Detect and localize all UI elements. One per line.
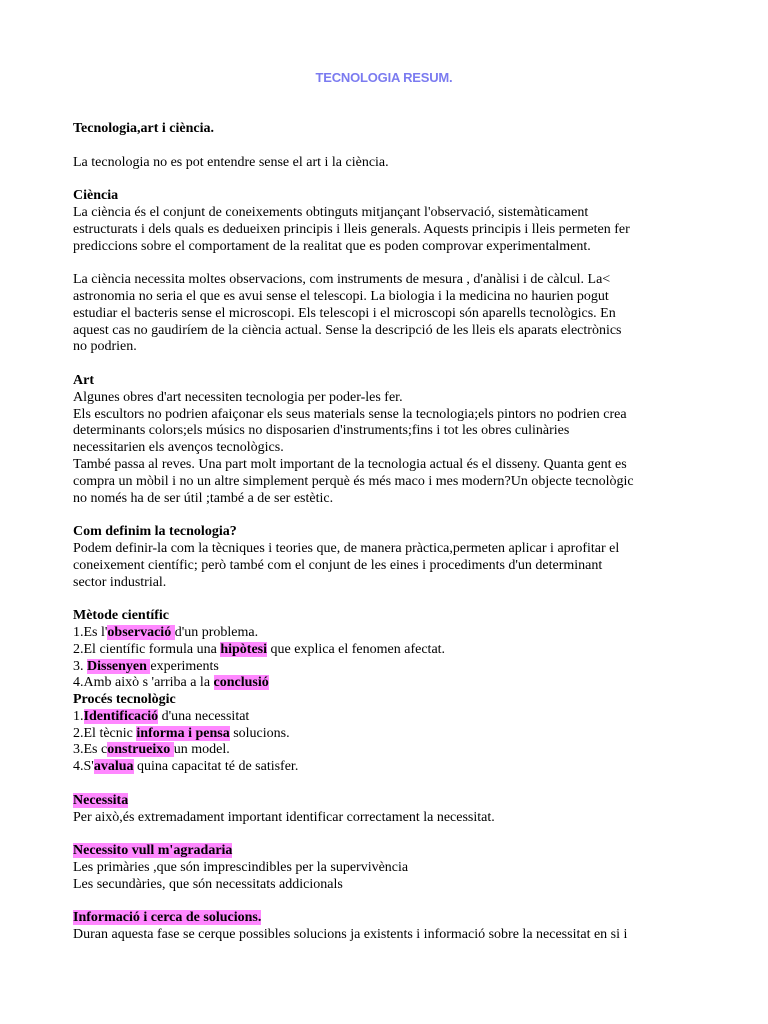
heading-ciencia: Ciència	[73, 188, 119, 204]
definim-line: coneixement científic; però també com el conjunt de les eines i procediments d'un determinant	[73, 557, 603, 573]
metode-highlight: conclusió	[213, 675, 269, 691]
heading-necessita-row	[73, 793, 713, 810]
metode-item	[73, 675, 713, 692]
metode-item-text: 4.Amb això s 'arriba a la	[73, 675, 214, 691]
metode-item	[73, 659, 713, 676]
ciencia-line: astronomia no seria el que es avui sense el telescopi. La biologia i la medicina no haurien pogut	[73, 288, 609, 304]
ciencia-line: estudiar el bacteris sense el microscopi. Els telescopi i el microscopi són aparells tecnològics. En	[73, 305, 616, 321]
art-line: Algunes obres d'art necessiten tecnologia per poder-les fer.	[73, 389, 403, 405]
definim-line: sector industrial.	[73, 574, 167, 590]
proces-item	[73, 709, 713, 726]
necessita-line: Per això,és extremadament important identificar correctament la necessitat.	[73, 809, 495, 825]
metode-item-text: experiments	[150, 658, 219, 674]
metode-highlight: observació	[107, 624, 175, 640]
document-body	[73, 121, 713, 944]
metode-item	[73, 625, 713, 642]
art-line: Els escultors no podrien afaiçonar els seus materials sense la tecnologia;els pintors no podrien crea	[73, 406, 627, 422]
metode-item-text: d'un problema.	[174, 624, 259, 640]
proces-item-text: 1.	[73, 708, 84, 724]
heading-necessita: Necessita	[73, 792, 129, 808]
heading-informacio: Informació i cerca de solucions.	[73, 910, 262, 926]
metode-item-text: que explica el fenomen afectat.	[267, 641, 446, 657]
ciencia-line: estructurats i dels quals es dedueixen principis i lleis generals. Aquests principis i lleis permeten fer	[73, 221, 630, 237]
heading-vull: Necessito vull m'agradaria	[73, 843, 233, 859]
heading-metode: Mètode científic	[73, 608, 170, 624]
art-line: necessitarien els avenços tecnològics.	[73, 440, 284, 456]
proces-highlight: Identificació	[83, 708, 159, 724]
vull-line: Les primàries ,que són imprescindibles per la supervivència	[73, 860, 409, 876]
metode-highlight: hipòtesi	[220, 641, 268, 657]
heading-vull-row	[73, 843, 713, 860]
metode-item-text: 1.Es l'	[73, 624, 108, 640]
document-title: TECNOLOGIA RESUM.	[315, 70, 453, 85]
proces-item	[73, 742, 713, 759]
ciencia-line: no podrien.	[73, 339, 137, 355]
proces-highlight: avalua	[93, 759, 134, 775]
metode-item-text: 3.	[73, 658, 87, 674]
definim-line: Podem definir-la com la tècniques i teories que, de manera pràctica,permeten aplicar i aprofitar el	[73, 540, 620, 556]
art-line: no només ha de ser útil ;també a de ser estètic.	[73, 490, 334, 506]
ciencia-line: La ciència necessita moltes observacions, com instruments de mesura , d'anàlisi i de càlcul. La<	[73, 272, 611, 288]
proces-item	[73, 759, 713, 776]
heading-intro: Tecnologia,art i ciència.	[73, 121, 215, 136]
proces-highlight: onstrueixo	[107, 742, 174, 758]
metode-item-text: 2.El científic formula una	[73, 641, 221, 657]
heading-definim: Com definim la tecnologia?	[73, 524, 237, 540]
proces-highlight: informa i pensa	[136, 725, 230, 741]
art-line: També passa al reves. Una part molt important de la tecnologia actual és el disseny. Quanta gent es	[73, 456, 627, 472]
ciencia-line: aquest cas no gaudiríem de la ciència actual. Sense la descripció de les lleis els aparats electrònics	[73, 322, 622, 338]
proces-item-text: quina capacitat té de satisfer.	[133, 759, 299, 775]
heading-art: Art	[73, 372, 94, 388]
heading-informacio-row	[73, 910, 713, 927]
ciencia-line: prediccions sobre el comportament de la realitat que es poden comprovar experimentalment.	[73, 238, 591, 254]
intro-paragraph: La tecnologia no es pot entendre sense el art i la ciència.	[73, 154, 389, 170]
art-line: determinants colors;els músics no disposarien d'instruments;fins i tot les obres culinàries	[73, 423, 570, 439]
proces-item-text: un model.	[173, 742, 230, 758]
proces-item-text: solucions.	[229, 725, 290, 741]
proces-item	[73, 726, 713, 743]
art-line: compra un mòbil i no un altre simplement perquè és més maco i mes modern?Un objecte tecnològic	[73, 473, 634, 489]
proces-item-text: d'una necessitat	[158, 708, 250, 724]
ciencia-line: La ciència és el conjunt de coneixements obtinguts mitjançant l'observació, sistemàticament	[73, 204, 589, 220]
proces-item-text: 2.El tècnic	[73, 725, 137, 741]
proces-item-text: 4.S'	[73, 759, 94, 775]
metode-highlight: Dissenyen	[87, 658, 151, 674]
informacio-line: Duran aquesta fase se cerque possibles solucions ja existents i informació sobre la necessitat en si i	[73, 927, 628, 943]
vull-line: Les secundàries, que són necessitats addicionals	[73, 876, 343, 892]
heading-proces: Procés tecnològic	[73, 692, 176, 708]
proces-item-text: 3.Es c	[73, 742, 108, 758]
metode-item	[73, 642, 713, 659]
